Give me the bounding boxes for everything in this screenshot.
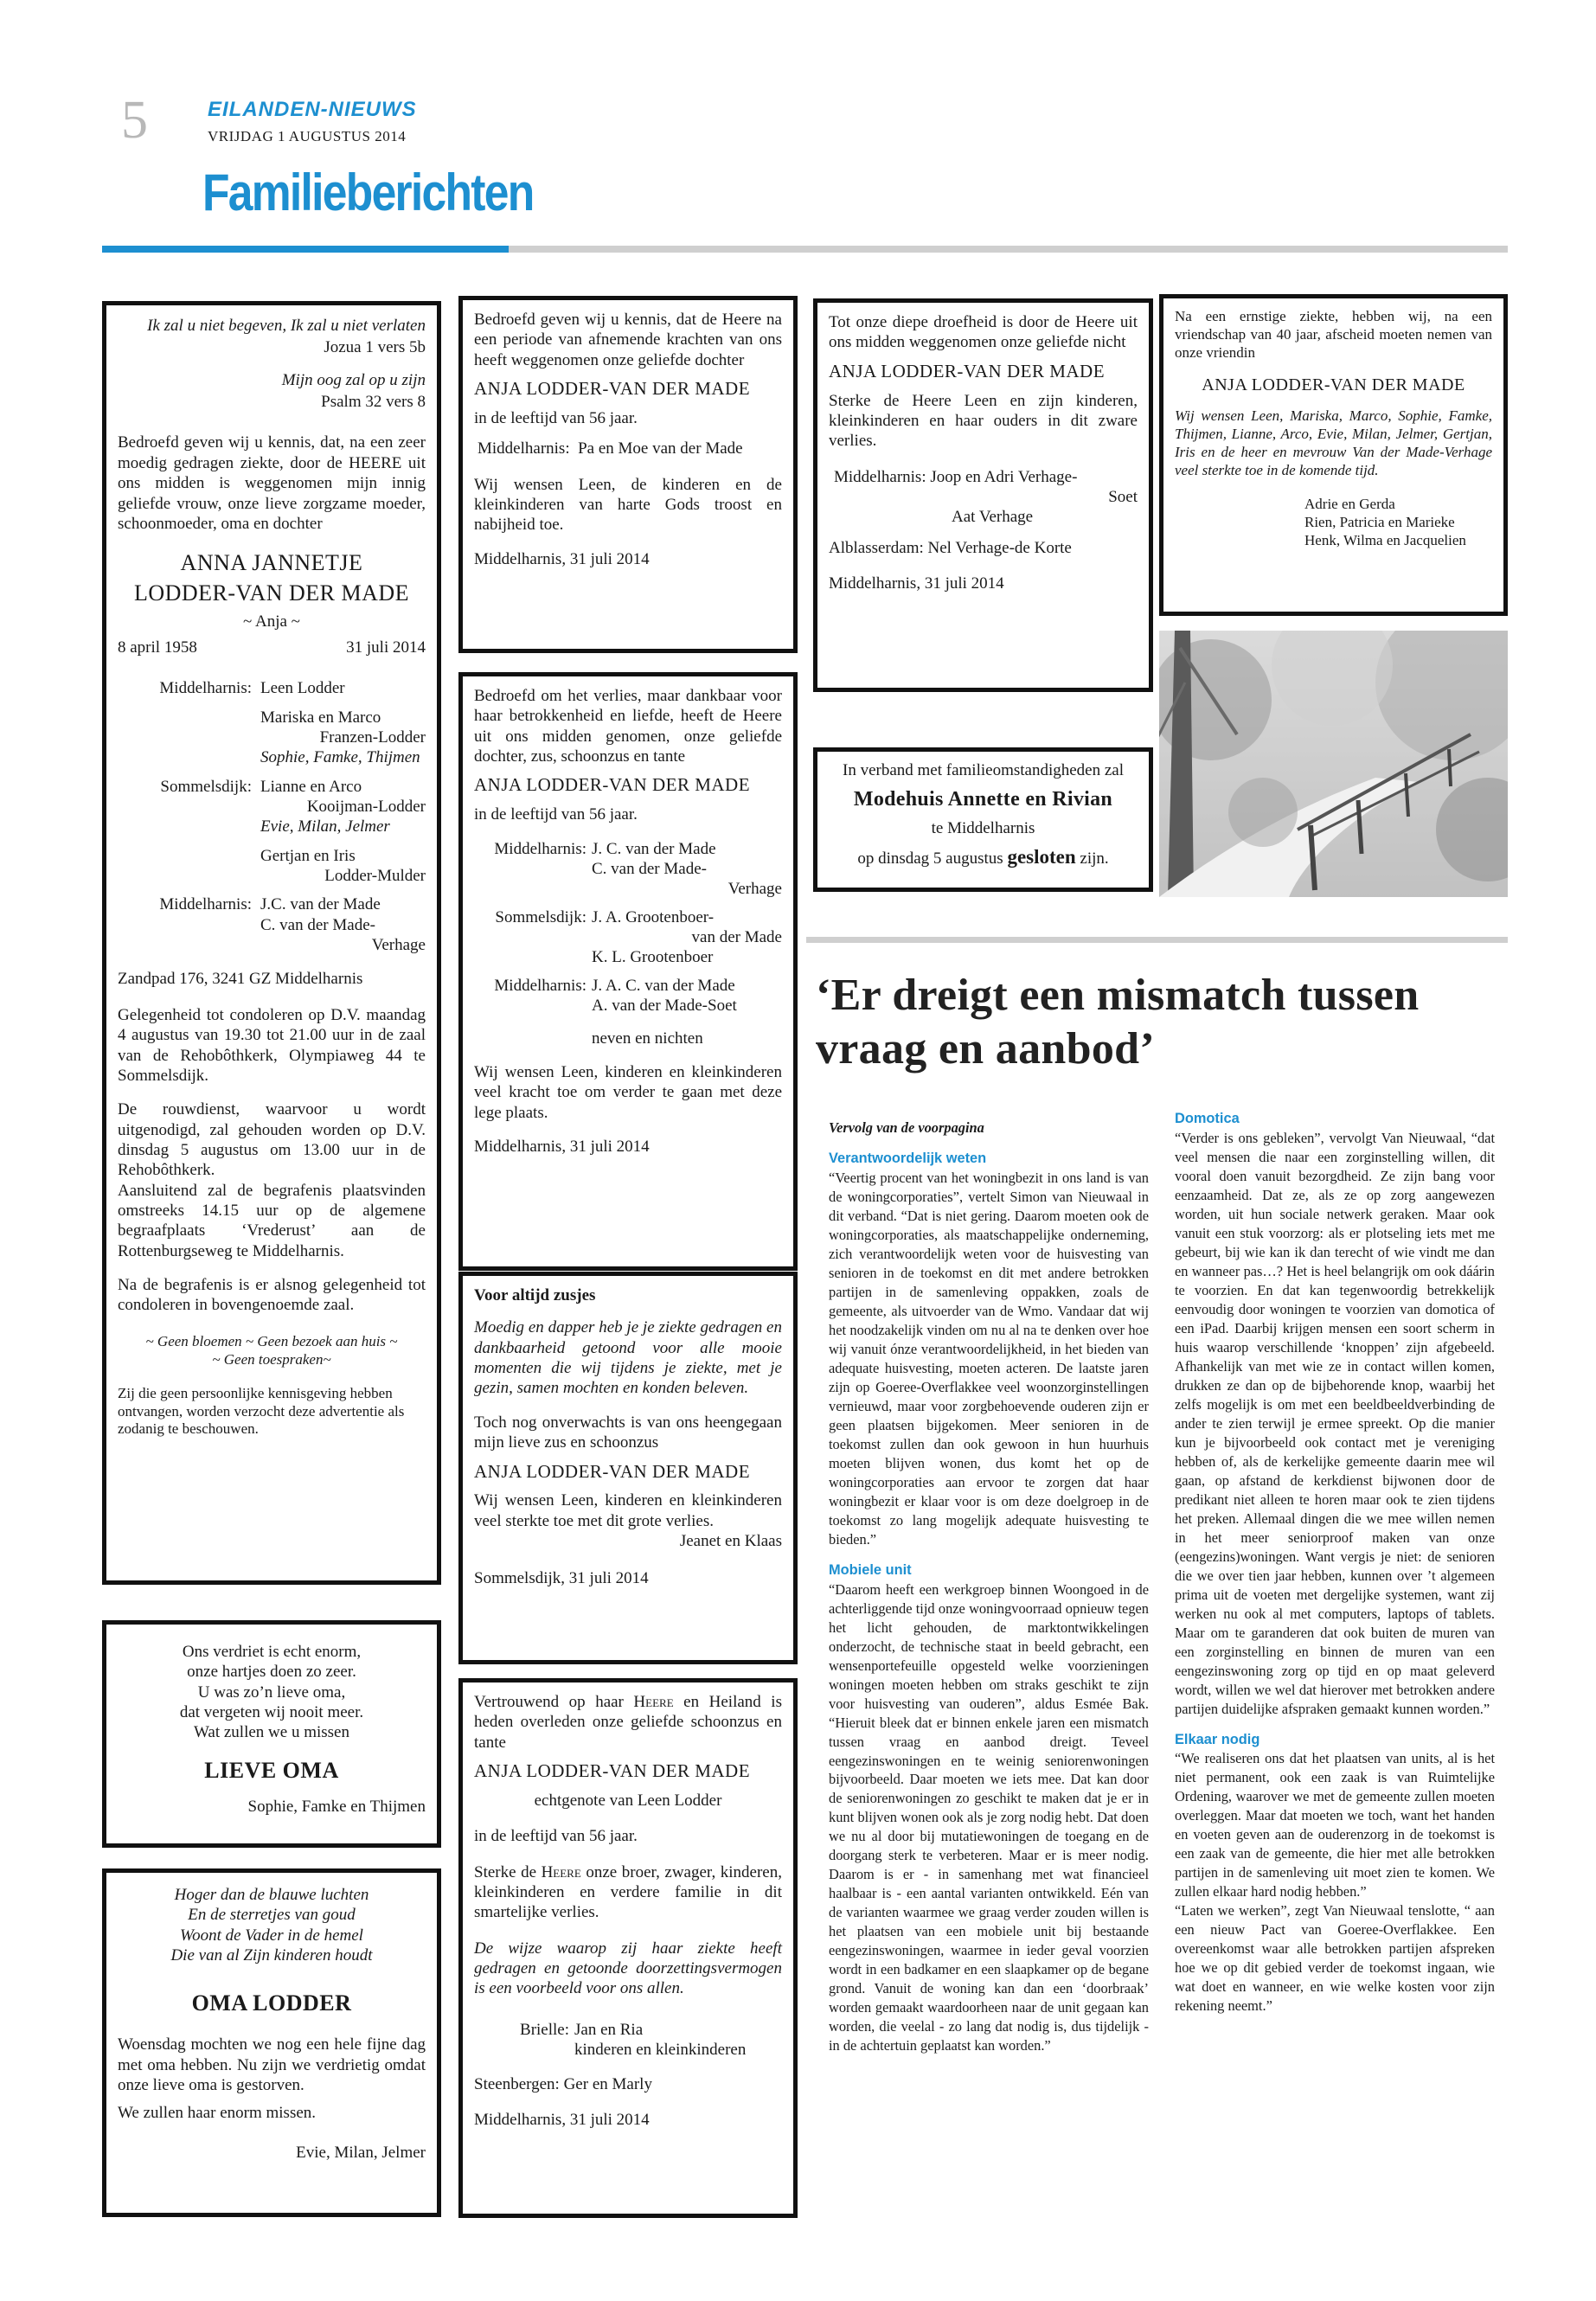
age: in de leeftijd van 56 jaar.	[474, 1827, 638, 1846]
after-info: Na de begrafenis is er alsnog gelegenheid tot condoleren in bovengenoemde zaal.	[118, 1276, 426, 1315]
article-paragraph: “Daarom heeft een werkgroep binnen Woongoed in de achterliggende tijd onze woningvoorraad opnieuw tegen het licht gehouden, de marktontwikkelingen onderzocht, de technische staat in beeld gebracht, een wensenportefeuille opgesteld welke voorzieningen woningen moeten hebben om straks geschikt te zijn voor huisvesting van ouderen”, aldus Esmée Bak. “Hieruit bleek dat er binnen enkele jaren een mismatch tussen vraag en aanbod dreigt. Teveel eengezinswoningen en te weinig seniorenwoningen bijvoorbeeld. Daar moeten we iets mee. Dat kan door de seniorenwoningen zo geschikt te maken dat je er in kunt blijven wonen ook als je zorg nodig hebt. Dat doen we nu al door bij mutatiewoningen de toegang en de doorgang sterk te verbeteren. Maar er is meer nodig. Daarom is er - in samenhang met wat financieel haalbaar is - een aantal varianten ontwikkeld. Eén van de varianten waarmee we graag verder zouden willen is het plaatsen van een mobiele unit bij bestaande eengezinswoningen, waarmee in ieder geval voorzien wordt in een badkamer en een slaapkamer op de begane grond. Vanuit de woning kan dan een ‘doorbraak’ worden gemaakt waardoorheen naar de unit gegaan kan worden, die veelal - zo lang dat nodig is, dus tijdelijk - in de achtertuin geplaatst kan worden.”	[829, 1580, 1149, 2054]
obituary-oma-lodder	[102, 1868, 441, 2217]
poem: Ons verdriet is echt enorm, onze hartjes doen zo zeer. U was zo’n lieve oma, dat vergeten wij nooit meer. Wat zullen we u missen	[179, 1643, 364, 1742]
signature: Evie, Milan, Jelmer	[296, 2143, 426, 2162]
subheading: Verantwoordelijk weten	[829, 1150, 987, 1166]
wishes-line-2: ~ Geen toespraken~	[212, 1350, 331, 1368]
life-dates: 8 april 1958 31 juli 2014	[118, 638, 426, 657]
spouse-line: echtgenote van Leen Lodder	[534, 1791, 722, 1810]
service-info: De rouwdienst, waarvoor u wordt uitgenodigd, zal gehouden worden op D.V. dinsdag 5 augustus om 13.00 uur in de Rehobôthkerk.	[118, 1100, 426, 1180]
shop-name: Modehuis Annette en Rivian	[853, 788, 1113, 811]
subheading: Domotica	[1175, 1111, 1240, 1126]
deceased-name: ANJA LODDER-VAN DER MADE	[474, 1460, 751, 1482]
family-list: Middelharnis: Joop en Adri Verhage- Soet Aat Verhage	[834, 467, 1138, 527]
quote-2-ref: Psalm 32 vers 8	[321, 393, 426, 412]
page-number: 5	[121, 91, 148, 150]
section-rule-accent	[102, 246, 509, 253]
signature: Sophie, Famke en Thijmen	[247, 1797, 426, 1816]
article-rule	[806, 937, 1508, 943]
article-paragraph: “Verder is ons gebleken”, vervolgt Van Nieuwaal, “dat veel mensen die naar een zorginstelling willen, dit vooral doen vanuit bezorgdheid. Ze zijn bang voor eenzaamheid. Dat ze, als ze op zorg aangewezen worden, uit hun sociale netwerk geraken. Maar ook vanuit een stuk voorzorg: als er plotseling iets met me gebeurt, bij wie kan ik dan terecht of wie vindt me dan en wanneer pas…? Het is heel belangrijk om ook dáárin te voorzien. En dat kan tegenwoordig betrekkelijk eenvoudig door woningen te voorzien van domotica of een iPad. Daarbij krijgen mensen een soort scherm in huis waarop verschillende ‘knoppen’ zijn afgebeeld. Afhankelijk van met wie ze in contact willen komen, drukken ze dan op de bijbehorende knop, waarbij het zelfs mogelijk is om met een beeldbeeldverbinding de ander te zien terwijl je ermee spreekt. Op die manier kun je bijvoorbeeld ook contact met je vereniging hebben of, als de kerkelijke gemeente daarin mee wil gaan, op afstand de kerkdienst bijwonen door de predikant niet alleen te horen maar ook te zien tijdens het preken. Allemaal dingen die we mee willen nemen in het meer seniorproof maken van onze (eengezins)woningen. Want vergis je niet: de senioren die we over tien jaar hebben, kunnen over ’t algemeen prima uit de voeten met dergelijke systemen, want zij werken nu ook al met computers, laptops of tablets. Maar om te garanderen dat ook buiten de muren van een zorginstelling en binnen de muren van een eengezinswoning zorg op tijd en op maat geleverd wordt, willen we wel dat hierover met betrokken andere partijen duidelijke afspraken gemaakt kunnen worden.”	[1175, 1129, 1495, 1717]
burial-info: Aansluitend zal de begrafenis plaatsvinden omstreeks 14.15 uur op de algemene begraafplaats ‘Vrederust’ aan de Rottenburgseweg te Middelharnis.	[118, 1181, 426, 1260]
notice-title: Voor altijd zusjes	[474, 1286, 596, 1304]
intro-text: Tot onze diepe droefheid is door de Heere uit ons midden weggenomen onze geliefde nicht	[829, 313, 1138, 352]
section-title: Familieberichten	[202, 163, 534, 221]
quote-1-ref: Jozua 1 vers 5b	[324, 338, 426, 357]
place-date: Middelharnis, 31 juli 2014	[474, 549, 650, 568]
place-date: Sommelsdijk, 31 juli 2014	[474, 1569, 649, 1588]
masthead-logo: EILANDEN-NIEUWS	[208, 98, 417, 121]
poem: Hoger dan de blauwe luchten En de sterretjes van goud Woont de Vader in de hemel Die van al Zijn kinderen houdt	[170, 1886, 373, 1965]
quote: Moedig en dapper heb je je ziekte gedragen en dankbaarheid getoond voor alle mooie momenten die wij tijdens je ziekte, met je gezin, samen mochten en konden beleven.	[474, 1318, 782, 1398]
shop-location: te Middelharnis	[931, 818, 1035, 837]
deceased-name: ANJA LODDER-VAN DER MADE	[474, 1760, 751, 1782]
quote-2: Mijn oog zal op u zijn	[281, 370, 426, 389]
deceased-name: ANNA JANNETJE LODDER-VAN DER MADE	[133, 550, 410, 606]
condolence-info: Gelegenheid tot condoleren op D.V. maandag 4 augustus van 19.30 tot 21.00 uur in de zaal van de Rehobôthkerk, Olympiaweg 44 te Sommelsdijk.	[118, 1005, 426, 1085]
article-paragraph: “We realiseren ons dat het plaatsen van units, al is het niet permanent, ook een zaak is van Ruimtelijke Ordening, waarover we met de gemeente zullen moeten overleggen. Maar dat moeten we toch, want het handen en voeten geven aan de ouderenzorg in de toekomst is een zaak van de gemeente, die hier met alle betrokken partijen in de samenleving uit moet zien te komen. We zullen elkaar hard nodig hebben.”	[1175, 1750, 1495, 1900]
deceased-name: ANJA LODDER-VAN DER MADE	[829, 360, 1106, 381]
place-date: Middelharnis, 31 juli 2014	[829, 574, 1004, 593]
quote-1: Ik zal u niet begeven, Ik zal u niet verlaten	[147, 317, 426, 335]
subheading: Elkaar nodig	[1175, 1731, 1260, 1747]
place-date: Middelharnis, 31 juli 2014	[474, 1137, 650, 1156]
deceased-name: LIEVE OMA	[204, 1757, 339, 1783]
notice-line-1: In verband met familieomstandigheden zal	[843, 761, 1124, 779]
deceased-name: OMA LODDER	[191, 1990, 352, 2016]
wish: Wij wensen Leen, de kinderen en de kleinkinderen van harte Gods troost en nabijheid toe.	[474, 475, 782, 535]
article-column-2	[1175, 1110, 1495, 2016]
family: Brielle: Jan en Ria kinderen en kleinkinderen	[520, 2020, 747, 2060]
family-list: Middelharnis: J. C. van der Made C. van der Made- Verhage Sommelsdijk: J. A. Grootenboer- van der Made K. L. Grootenboer Middelharnis: J. A. C. van der Made A. van der Made-Soet	[494, 839, 782, 1016]
obituary-family	[102, 301, 441, 1585]
wish: Sterke de Heere onze broer, zwager, kinderen, kleinkinderen en verdere familie in dit smartelijke verlies.	[474, 1862, 782, 1922]
intro-text: Bedroefd geven wij u kennis, dat, na een zeer moedig gedragen ziekte, door de HEERE uit ons midden is weggenomen mijn innig geliefde vrouw, onze lieve zorgzame moeder, schoonmoeder, oma en dochter	[118, 433, 426, 533]
intro-text: Vertrouwend op haar Heere en Heiland is heden overleden onze geliefde schoonzus en tante	[474, 1693, 782, 1752]
nephews-nieces: neven en nichten	[592, 1029, 703, 1048]
deceased-name: ANJA LODDER-VAN DER MADE	[474, 774, 751, 796]
article-paragraph: “Veertig procent van het woningbezit in ons land is van de woningcorporaties”, vertelt Simon van Nieuwaal in dit verband. “Dat is niet gering. Daarom moeten ook de woningcorporaties, als maatschappelijke onderneming, zich verantwoordelijk weten voor de huisvesting van senioren in de toekomst en dit met andere betrokken partijen in de samenleving oppakken, zoals de gemeente, als uitvoerder van de Wmo. Vandaar dat wij het noodzakelijk vinden om nu al na te denken over hoe wij vanuit ónze verantwoordelijkheid, in het bieden van adequate huisvesting, moeten acteren. De laatste jaren zijn op Goeree-Overflakkee veel woonzorginstellingen vernieuwd, maar voor zorgbehoevende ouderen zijn er geen plaatsen bijgekomen. Meer senioren in de toekomst zullen dan ook gewoon in hun huurhuis moeten blijven wonen, dus komt het op de woningcorporaties aan ervoor te zorgen dat haar woningbezit er klaar voor is om deze doelgroep in de toekomst zo lang mogelijk adequate huisvesting te bieden.”	[829, 1169, 1149, 1548]
deceased-name: ANJA LODDER-VAN DER MADE	[1202, 375, 1465, 394]
issue-date: VRIJDAG 1 AUGUSTUS 2014	[208, 128, 407, 144]
age: in de leeftijd van 56 jaar.	[474, 805, 638, 824]
closure-notice	[813, 747, 1153, 892]
message-2: We zullen haar enorm missen.	[118, 2104, 317, 2123]
intro-text: Bedroefd om het verlies, maar dankbaar voor haar betrokkenheid en liefde, heeft de Heere uit ons midden genomen, onze geliefde dochter, zus, schoonzus en tante	[474, 687, 782, 766]
wishes-line-1: ~ Geen bloemen ~ Geen bezoek aan huis ~	[145, 1332, 398, 1349]
family: Middelharnis: Pa en Moe van der Made	[478, 439, 743, 458]
article-headline: ‘Er dreigt een mismatch tussen vraag en aanbod’	[816, 971, 1420, 1074]
signature: Adrie en Gerda Rien, Patricia en Marieke Henk, Wilma en Jacquelien	[1304, 495, 1466, 548]
wish: Sterke de Heere Leen en zijn kinderen, kleinkinderen en haar ouders in dit zware verlies.	[829, 391, 1138, 451]
obituary-in-laws	[458, 1678, 798, 2218]
article-paragraph: “Laten we werken”, zegt Van Nieuwaal tenslotte, “ aan een nieuw Pact van Goeree-Overflakkee. Een overeenkomst waar alle betrokken partijen afspreken hoe we op dit gebied verder de toekomst ingaan, wie wat doet en wanneer, en wie welke kosten voor zijn rekening neemt.”	[1175, 1902, 1495, 2015]
wish: Wij wensen Leen, kinderen en kleinkinderen veel kracht toe om verder te gaan met deze lege plaats.	[474, 1062, 782, 1122]
wish: Wij wensen Leen, kinderen en kleinkinderen veel sterkte toe met dit grote verlies.	[474, 1491, 782, 1530]
obituary-lieve-oma	[102, 1620, 441, 1848]
closure-date: op dinsdag 5 augustus gesloten zijn.	[857, 846, 1109, 868]
obituary-cousins	[813, 298, 1153, 692]
place-date: Middelharnis, 31 juli 2014	[474, 2110, 650, 2129]
obituary-siblings	[458, 672, 798, 1271]
deceased-name: ANJA LODDER-VAN DER MADE	[474, 378, 751, 400]
obituary-friends	[1159, 294, 1508, 616]
family-steenbergen: Steenbergen: Ger en Marly	[474, 2074, 652, 2093]
intro-text: Bedroefd geven wij u kennis, dat de Heere na een periode van afnemende krachten van ons heeft weggenomen onze geliefde dochter	[474, 311, 782, 369]
family-list: Middelharnis: Leen Lodder Mariska en Marco Franzen-Lodder Sophie, Famke, Thijmen Sommelsdijk: Lianne en Arco Kooijman-Lodder Evie, Milan, Jelmer Gertjan en Iris Lodder-Mulder Middelharnis: J.C. van der Made C. van der Made- Verhage	[159, 679, 426, 955]
notice-note: Zij die geen persoonlijke kennisgeving hebben ontvangen, worden verzocht deze advertentie als zodanig te beschouwen.	[118, 1384, 405, 1438]
article-column-1	[829, 1118, 1149, 2055]
message: Woensdag mochten we nog een hele fijne dag met oma hebben. Nu zijn we verdrietig omdat onze lieve oma is gestorven.	[118, 2035, 426, 2095]
wish: Wij wensen Leen, Mariska, Marco, Sophie, Famke, Thijmen, Lianne, Arco, Evie, Milan, Jelmer, Gertjan, Iris en de heer en mevrouw Van der Made-Verhage veel sterkte toe in de komende tijd.	[1175, 407, 1492, 479]
article-lead: Vervolg van de voorpagina	[829, 1119, 984, 1136]
age: in de leeftijd van 56 jaar.	[474, 408, 638, 427]
signature: Jeanet en Klaas	[679, 1532, 782, 1551]
nickname: ~ Anja ~	[243, 612, 300, 631]
obituary-parents	[458, 296, 798, 653]
family-alblasserdam: Alblasserdam: Nel Verhage-de Korte	[829, 538, 1072, 557]
address: Zandpad 176, 3241 GZ Middelharnis	[118, 970, 363, 989]
intro-text: Na een ernstige ziekte, hebben wij, na een vriendschap van 40 jaar, afscheid moeten nemen van onze vriendin	[1175, 308, 1492, 361]
obituary-sister	[458, 1272, 798, 1664]
message: Toch nog onverwachts is van ons heengegaan mijn lieve zus en schoonzus	[474, 1413, 782, 1452]
subheading: Mobiele unit	[829, 1561, 912, 1578]
quote: De wijze waarop zij haar ziekte heeft gedragen en getoonde doorzettingsvermogen is een voorbeeld voor ons allen.	[474, 1939, 782, 1998]
winter-path-photo	[1159, 631, 1508, 897]
